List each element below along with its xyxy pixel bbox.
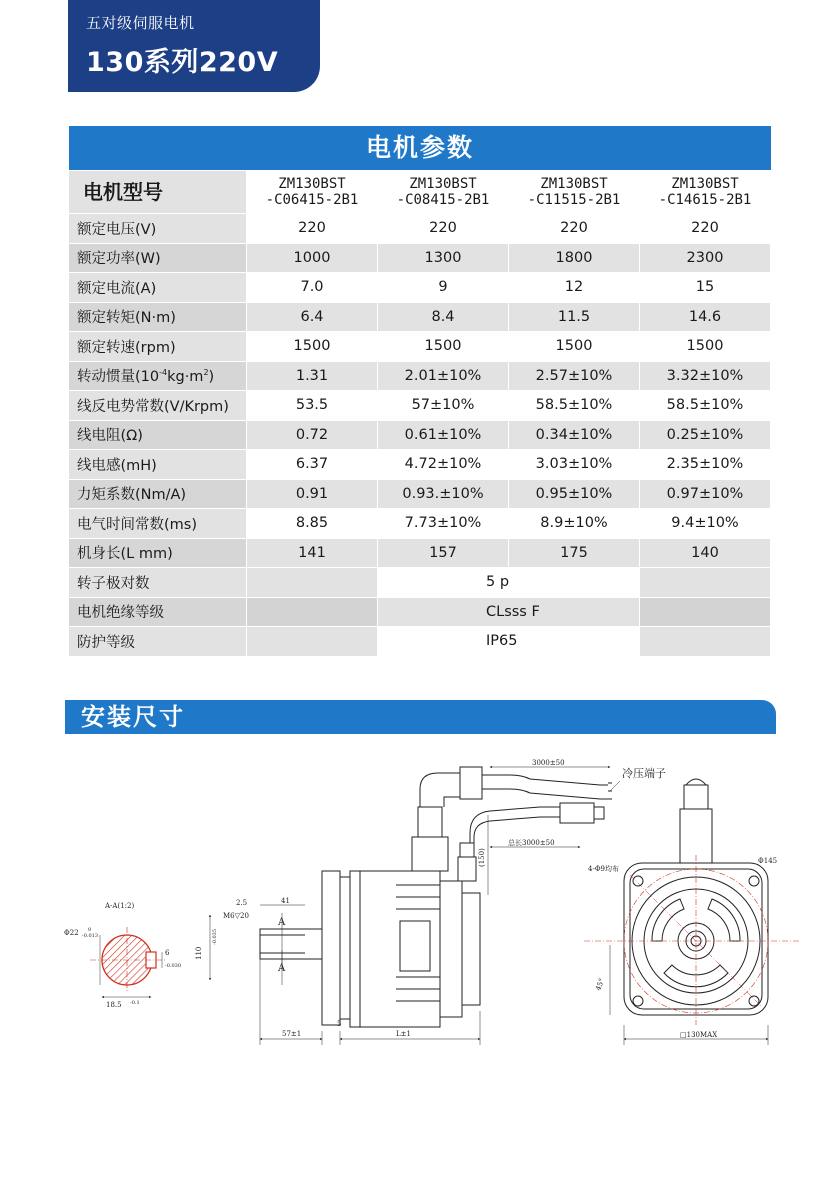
param-value: 220	[509, 214, 640, 244]
motor-front-view	[584, 779, 800, 1045]
param-value: 53.5	[247, 391, 378, 421]
frame-label: □130MAX	[680, 1031, 718, 1039]
param-value: 57±10%	[378, 391, 509, 421]
param-row	[69, 303, 771, 333]
motor-side-view	[210, 767, 612, 1045]
param-value: 1300	[378, 244, 509, 274]
param-value: 1800	[509, 244, 640, 274]
param-value: 0.34±10%	[509, 421, 640, 451]
shaft-tol-label: 0	[88, 927, 92, 933]
param-value: 14.6	[640, 303, 771, 333]
label-part: 转动惯量(10	[77, 369, 160, 386]
model-header-row	[69, 171, 771, 214]
param-label: 线电阻(Ω)	[69, 421, 247, 451]
param-value: 220	[378, 214, 509, 244]
param-value: 12	[509, 273, 640, 303]
label-part: kg·m	[167, 369, 204, 386]
terminal-label: 冷压端子	[622, 767, 666, 780]
empty-cell	[640, 627, 771, 657]
key-depth-tol: -0.1	[130, 1000, 140, 1006]
param-value: 0.91	[247, 480, 378, 510]
param-row-merged	[69, 568, 771, 598]
param-value: 141	[247, 539, 378, 569]
model-line2: -C06415-2B1	[265, 192, 359, 208]
param-value: 0.72	[247, 421, 378, 451]
angle-label: 45°	[594, 977, 607, 992]
param-label: 电机绝缘等级	[69, 598, 247, 628]
empty-cell	[247, 568, 378, 598]
param-value: IP65	[378, 627, 640, 657]
param-value: 15	[640, 273, 771, 303]
dimension-drawing	[60, 745, 800, 1055]
param-value: 8.9±10%	[509, 509, 640, 539]
param-value: 140	[640, 539, 771, 569]
model-name	[509, 171, 640, 214]
param-label: 电气时间常数(ms)	[69, 509, 247, 539]
label-part: )	[208, 369, 215, 386]
param-row	[69, 480, 771, 510]
param-row	[69, 244, 771, 274]
param-value: 1500	[247, 332, 378, 362]
param-row	[69, 273, 771, 303]
param-label: 线反电势常数(V/Krpm)	[69, 391, 247, 421]
param-value: 1500	[640, 332, 771, 362]
param-label: 转子极对数	[69, 568, 247, 598]
model-name	[247, 171, 378, 214]
cable-len-label: 3000±50	[532, 759, 565, 767]
empty-cell	[640, 568, 771, 598]
param-value: 1500	[509, 332, 640, 362]
param-row	[69, 509, 771, 539]
param-label	[69, 362, 247, 392]
param-value: 175	[509, 539, 640, 569]
section-mark-top: A	[278, 917, 286, 928]
param-label: 额定转速(rpm)	[69, 332, 247, 362]
key-depth-label: 18.5	[106, 1001, 122, 1009]
param-value: 4.72±10%	[378, 450, 509, 480]
param-value: 58.5±10%	[640, 391, 771, 421]
params-section-title: 电机参数	[69, 126, 771, 170]
param-row	[69, 362, 771, 392]
param-value: 0.95±10%	[509, 480, 640, 510]
header-title: 130系列220V	[86, 47, 279, 78]
model-name	[378, 171, 509, 214]
param-value: CLsss F	[378, 598, 640, 628]
param-value: 6.4	[247, 303, 378, 333]
param-label: 力矩系数(Nm/A)	[69, 480, 247, 510]
param-row	[69, 421, 771, 451]
section-view-label: A-A(1:2)	[105, 902, 135, 910]
param-value: 1500	[378, 332, 509, 362]
model-line1: ZM130BST	[409, 176, 477, 192]
param-label: 额定功率(W)	[69, 244, 247, 274]
model-name	[640, 171, 771, 214]
param-value: 2.01±10%	[378, 362, 509, 392]
param-value: 0.25±10%	[640, 421, 771, 451]
param-value: 0.61±10%	[378, 421, 509, 451]
param-label: 额定电压(V)	[69, 214, 247, 244]
model-line1: ZM130BST	[278, 176, 346, 192]
section-mark-bottom: A	[278, 963, 286, 974]
key-width-tol: -0.030	[165, 963, 182, 969]
side-view-labels	[195, 759, 666, 1038]
shaft-section-view	[64, 902, 181, 1009]
param-value: 3.32±10%	[640, 362, 771, 392]
shaft-len-label: 57±1	[282, 1030, 302, 1038]
param-label: 线电感(mH)	[69, 450, 247, 480]
param-value: 8.85	[247, 509, 378, 539]
param-value: 9.4±10%	[640, 509, 771, 539]
param-label: 机身长(L mm)	[69, 539, 247, 569]
total-len-label: 总长3000±50	[508, 839, 555, 847]
model-line1: ZM130BST	[671, 176, 739, 192]
param-row	[69, 214, 771, 244]
label-exponent: 2	[203, 368, 209, 378]
param-row	[69, 332, 771, 362]
param-value: 11.5	[509, 303, 640, 333]
param-label: 防护等级	[69, 627, 247, 657]
empty-cell	[247, 627, 378, 657]
pcd-label: Φ145	[758, 857, 778, 865]
param-value: 5 p	[378, 568, 640, 598]
param-label: 额定转矩(N·m)	[69, 303, 247, 333]
dimensions-section-title: 安装尺寸	[65, 700, 776, 734]
param-value: 7.0	[247, 273, 378, 303]
flange-thk-label: 5	[337, 1020, 342, 1028]
param-value: 2.35±10%	[640, 450, 771, 480]
shaft-tol2-label: -0.013	[82, 933, 99, 939]
model-label: 电机型号	[69, 171, 247, 214]
param-value: 2300	[640, 244, 771, 274]
shaft-key-len-label: 41	[281, 897, 290, 905]
param-value: 220	[640, 214, 771, 244]
param-row	[69, 391, 771, 421]
param-row-merged	[69, 627, 771, 657]
model-line2: -C11515-2B1	[527, 192, 621, 208]
spigot-tol-label: -0.035	[212, 928, 218, 945]
model-line2: -C08415-2B1	[396, 192, 490, 208]
header-tab	[68, 0, 320, 92]
param-row	[69, 450, 771, 480]
param-value: 2.57±10%	[509, 362, 640, 392]
params-table	[69, 171, 771, 657]
spigot-label: 110	[195, 946, 203, 960]
param-value: 8.4	[378, 303, 509, 333]
label-exponent: -4	[159, 368, 168, 378]
param-value: 6.37	[247, 450, 378, 480]
empty-cell	[640, 598, 771, 628]
param-value: 58.5±10%	[509, 391, 640, 421]
param-label: 额定电流(A)	[69, 273, 247, 303]
param-value: 3.03±10%	[509, 450, 640, 480]
key-width-label: 6	[165, 949, 170, 957]
param-value: 157	[378, 539, 509, 569]
param-value: 7.73±10%	[378, 509, 509, 539]
key-offset-label: 2.5	[236, 899, 248, 907]
holes-label: 4-Φ9均布	[588, 865, 620, 873]
param-value: 220	[247, 214, 378, 244]
param-value: 1.31	[247, 362, 378, 392]
thread-label: M6▽20	[223, 912, 249, 920]
param-row-merged	[69, 598, 771, 628]
param-value: 0.97±10%	[640, 480, 771, 510]
header-subtitle: 五对级伺服电机	[86, 14, 195, 32]
param-value: 1000	[247, 244, 378, 274]
model-line2: -C14615-2B1	[658, 192, 752, 208]
param-value: 9	[378, 273, 509, 303]
body-len-label: L±1	[396, 1030, 411, 1038]
model-line1: ZM130BST	[540, 176, 608, 192]
connector-len-label: (150)	[478, 848, 486, 867]
shaft-dia-label: Φ22	[64, 929, 79, 937]
empty-cell	[247, 598, 378, 628]
param-row	[69, 539, 771, 569]
param-value: 0.93.±10%	[378, 480, 509, 510]
